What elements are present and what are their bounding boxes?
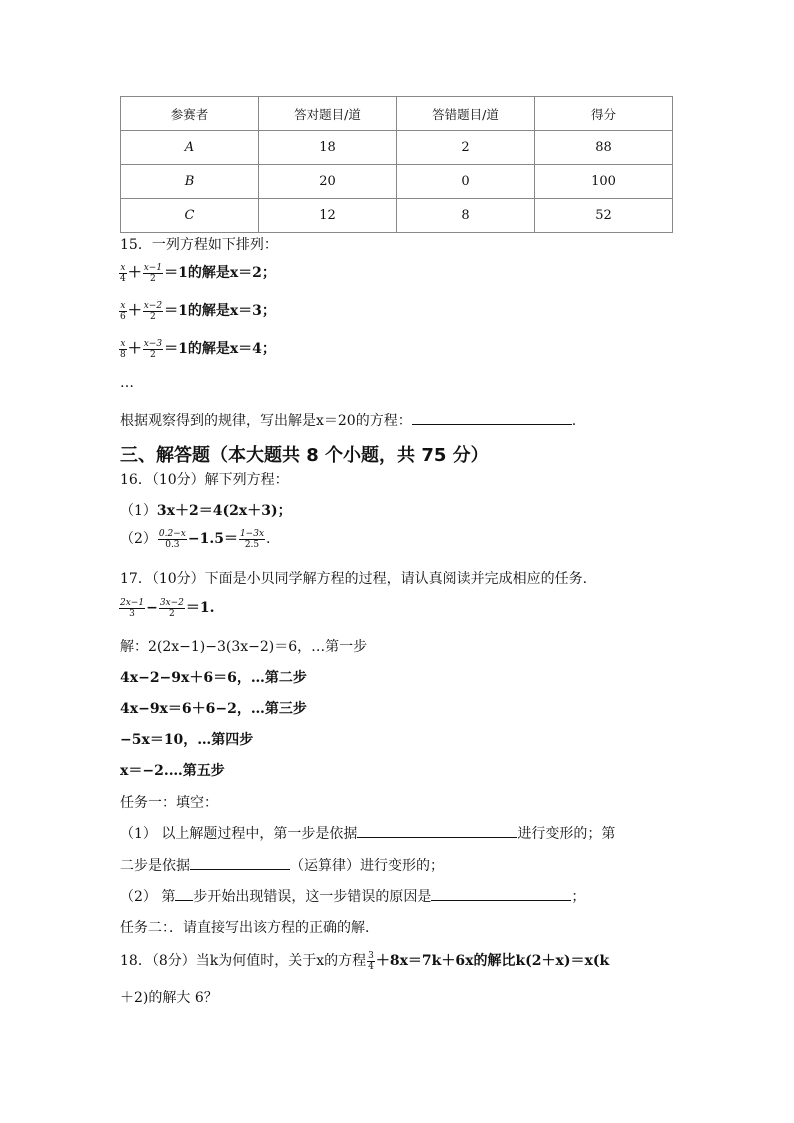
answer-blank[interactable] bbox=[190, 855, 290, 870]
table-cell: 0 bbox=[397, 165, 535, 199]
q17-step-2: 4x−2−9x＋6＝6，…第二步 bbox=[120, 670, 307, 686]
table-header-cell: 答错题目/道 bbox=[397, 97, 535, 131]
score-table bbox=[120, 96, 673, 233]
table-header-row bbox=[121, 97, 673, 131]
table-row bbox=[121, 199, 673, 233]
q17-step-4: −5x＝10，…第四步 bbox=[120, 732, 254, 748]
q15-intro: 15．一列方程如下排列： bbox=[120, 237, 278, 253]
table-cell: 18 bbox=[259, 131, 397, 165]
fraction: $\frac{x-1}{2}$ bbox=[143, 262, 163, 284]
q17-task-1: 任务一：填空： bbox=[120, 795, 218, 811]
fraction: $\frac{x-3}{2}$ bbox=[143, 338, 163, 360]
q18-line-2: ＋2)的解大 6？ bbox=[120, 990, 218, 1006]
q17-task-1-part-1-cont: 二步是依据 （运算律）进行变形的； bbox=[120, 855, 444, 875]
table-cell: A bbox=[121, 131, 259, 165]
fraction: $\frac{0.2-x}{0.3}$ bbox=[158, 528, 186, 550]
q18-line-1: 18．（8分）当k为何值时，关于x的方程 $\frac{3}{4}$ ＋8x＝7k＋6x的解比k(2＋x)＝x(k bbox=[120, 950, 610, 972]
q15-equation-2: $\frac{x}{6}$ ＋ $\frac{x-2}{2}$ ＝1的解是x＝3； bbox=[120, 300, 276, 322]
fraction: $\frac{3x-2}{2}$ bbox=[159, 597, 184, 619]
fraction: $\frac{3}{4}$ bbox=[368, 950, 374, 972]
fraction: $\frac{x}{8}$ bbox=[120, 338, 126, 360]
table-cell: 52 bbox=[535, 199, 673, 233]
q17-stem: 17．（10分）下面是小贝同学解方程的过程，请认真阅读并完成相应的任务. bbox=[120, 571, 588, 587]
q16-part-1: （1）3x＋2＝4(2x＋3)； bbox=[120, 503, 292, 519]
fraction: $\frac{x}{6}$ bbox=[120, 300, 126, 322]
table-cell: C bbox=[121, 199, 259, 233]
table-row bbox=[121, 165, 673, 199]
table-header-cell: 参赛者 bbox=[121, 97, 259, 131]
fraction: $\frac{x-2}{2}$ bbox=[143, 300, 163, 322]
table-cell: 8 bbox=[397, 199, 535, 233]
q17-step-5: x＝−2.…第五步 bbox=[120, 763, 225, 779]
answer-blank[interactable] bbox=[357, 823, 517, 838]
q17-task-1-part-2: （2） 第 步开始出现错误，这一步错误的原因是 ； bbox=[120, 886, 585, 906]
table-row bbox=[121, 131, 673, 165]
fraction: $\frac{2x-1}{3}$ bbox=[120, 597, 145, 619]
q17-equation: $\frac{2x-1}{3}$ − $\frac{3x-2}{2}$ ＝1. bbox=[120, 597, 215, 619]
q16-stem: 16．（10分）解下列方程： bbox=[120, 472, 289, 488]
q15-equation-1: $\frac{x}{4}$ ＋ $\frac{x-1}{2}$ ＝1的解是x＝2； bbox=[120, 262, 276, 284]
table-cell: 20 bbox=[259, 165, 397, 199]
answer-blank[interactable] bbox=[175, 886, 193, 901]
table-cell: B bbox=[121, 165, 259, 199]
fraction: $\frac{1-3x}{2.5}$ bbox=[239, 528, 265, 550]
table-cell: 88 bbox=[535, 131, 673, 165]
q15-equation-3: $\frac{x}{8}$ ＋ $\frac{x-3}{2}$ ＝1的解是x＝4； bbox=[120, 338, 276, 360]
table-cell: 12 bbox=[259, 199, 397, 233]
table-header-cell: 答对题目/道 bbox=[259, 97, 397, 131]
q15-prompt: 根据观察得到的规律，写出解是x＝20的方程： . bbox=[120, 410, 576, 430]
table-header-cell: 得分 bbox=[535, 97, 673, 131]
q17-task-1-part-1: （1） 以上解题过程中，第一步是依据 进行变形的；第 bbox=[120, 823, 615, 843]
q17-step-3: 4x−9x＝6＋6−2，…第三步 bbox=[120, 701, 307, 717]
q15-ellipsis: … bbox=[120, 375, 134, 391]
q17-task-2: 任务二：．请直接写出该方程的正确的解. bbox=[120, 920, 370, 936]
q17-step-1: 解：2(2x−1)−3(3x−2)＝6，…第一步 bbox=[120, 639, 368, 655]
answer-blank[interactable] bbox=[412, 410, 572, 425]
q16-part-2: （2） $\frac{0.2-x}{0.3}$ −1.5＝ $\frac{1-3x}{2.5}$ . bbox=[120, 528, 271, 550]
table-cell: 100 bbox=[535, 165, 673, 199]
answer-blank[interactable] bbox=[431, 886, 571, 901]
fraction: $\frac{x}{4}$ bbox=[120, 262, 126, 284]
table-cell: 2 bbox=[397, 131, 535, 165]
section-heading: 三、解答题（本大题共 8 个小题，共 75 分） bbox=[120, 445, 489, 466]
